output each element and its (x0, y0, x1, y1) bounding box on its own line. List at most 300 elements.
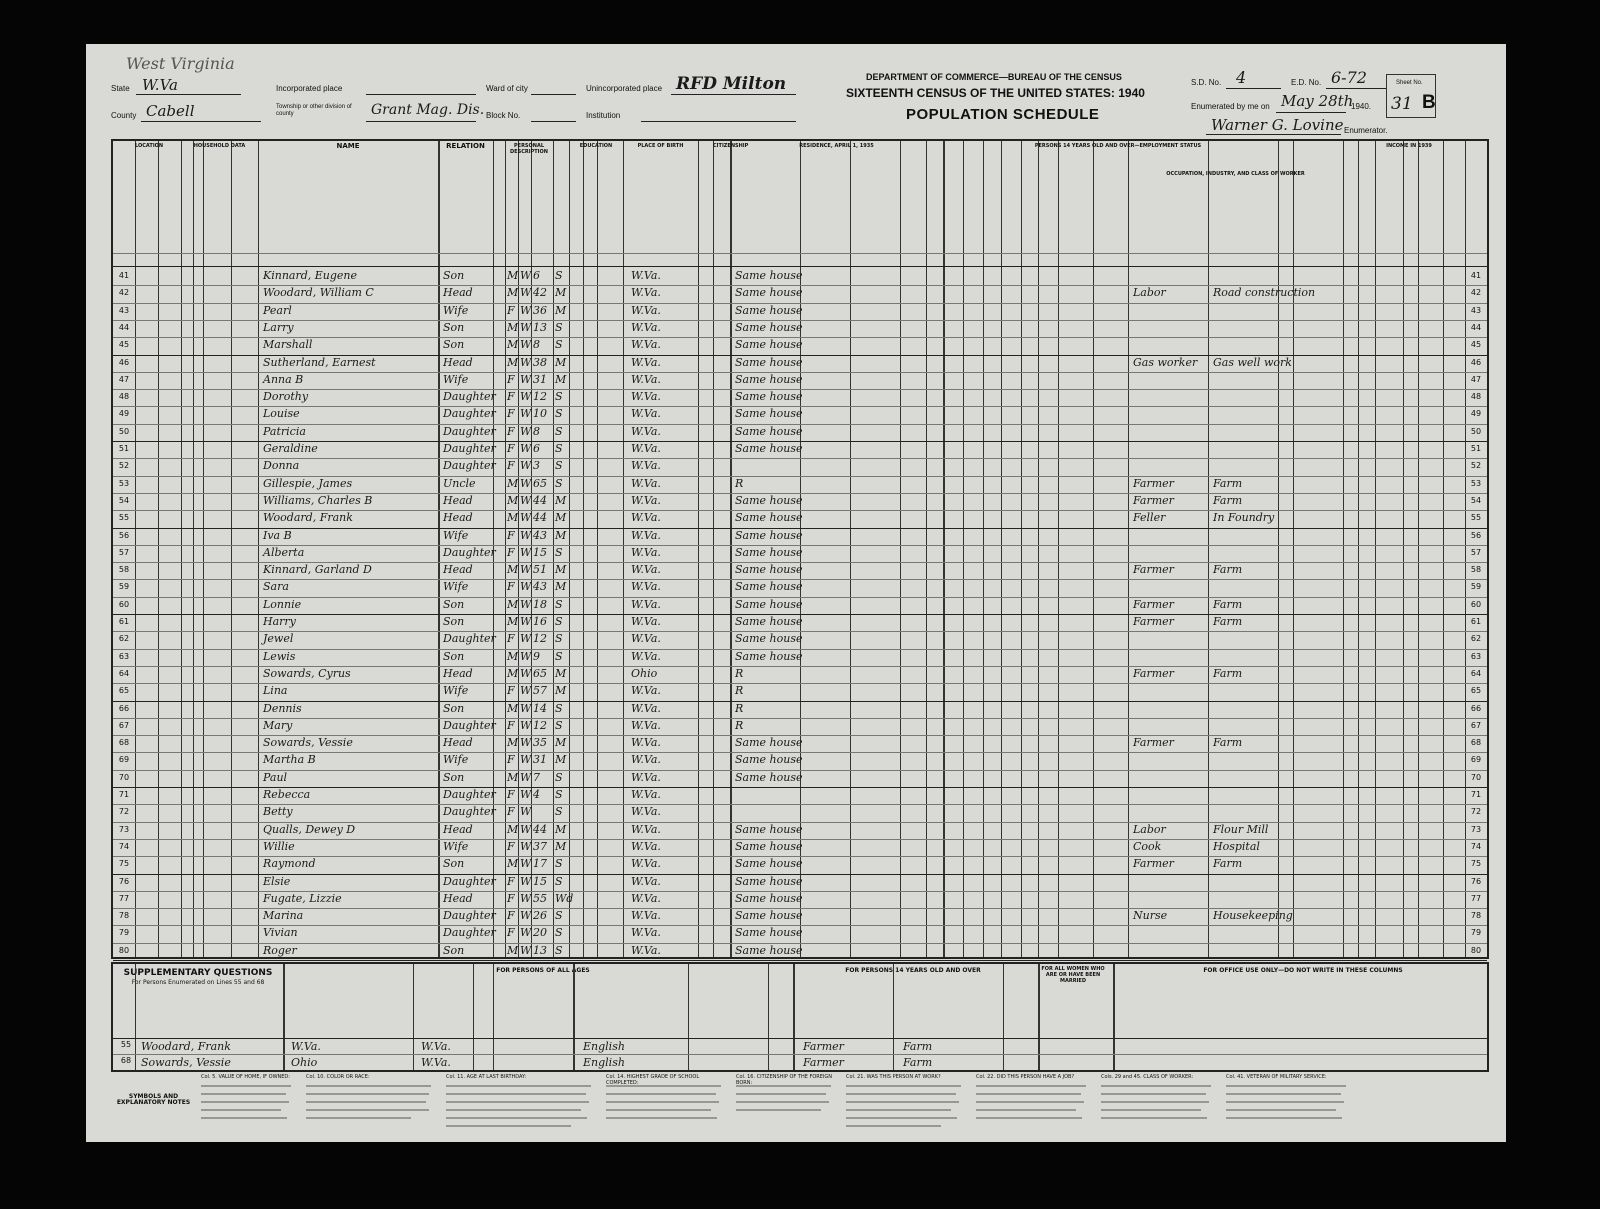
line-number: 70 (1470, 772, 1482, 782)
line-number: 63 (118, 651, 130, 661)
row-res: Same house (735, 424, 803, 438)
row-name: Sowards, Vessie (263, 736, 353, 750)
row-birth: W.Va. (631, 839, 661, 853)
row-res: Same house (735, 320, 803, 334)
row-race: W (520, 459, 532, 473)
row-sex: M (507, 822, 519, 836)
row-ms: M (555, 286, 567, 300)
row-rel: Son (443, 615, 465, 628)
line-number: 65 (1470, 686, 1482, 696)
row-race: W (520, 493, 532, 507)
row-birth: W.Va. (631, 857, 661, 871)
row-rel: Head (443, 666, 473, 680)
enumerator-name: Warner G. Lovine (1211, 116, 1344, 134)
row-ms: S (555, 926, 563, 940)
footer-home: Col. 5. VALUE OF HOME, IF OWNED: (201, 1074, 290, 1080)
line-number: 72 (1470, 807, 1482, 817)
row-rel: Daughter (443, 390, 496, 404)
row-sex: F (507, 545, 515, 559)
line-number: 52 (1470, 461, 1482, 471)
row-age: 51 (533, 563, 547, 577)
row-age: 14 (533, 701, 547, 715)
row-birth: W.Va. (631, 701, 661, 715)
row-sex: M (507, 338, 519, 352)
row-birth: W.Va. (631, 424, 661, 438)
row-res: Same house (735, 753, 803, 767)
row-res: Same house (735, 909, 803, 923)
row-birth: W.Va. (631, 822, 661, 836)
row-res: Same house (735, 857, 803, 871)
line-number: 80 (118, 945, 130, 955)
row-sex: M (507, 770, 519, 784)
sd-value: 4 (1236, 68, 1247, 87)
row-birth: W.Va. (631, 770, 661, 784)
row-ms: S (555, 390, 563, 404)
row-name: Gillespie, James (263, 476, 353, 490)
row-name: Woodard, Frank (263, 511, 353, 525)
row-ind: Farm (1213, 615, 1243, 628)
row-ms: S (555, 545, 563, 559)
row-rel: Wife (443, 528, 469, 542)
row-sex: F (507, 718, 515, 732)
row-ms: S (555, 476, 563, 490)
row-res: Same house (735, 442, 803, 455)
row-rel: Daughter (443, 909, 496, 923)
row-ind: Gas well work (1213, 355, 1292, 369)
row-rel: Daughter (443, 874, 496, 888)
row-sex: F (507, 788, 515, 801)
line-number: 66 (118, 703, 130, 713)
line-number: 49 (118, 409, 130, 419)
row-age: 7 (533, 770, 540, 784)
row-name: Sowards, Cyrus (263, 666, 351, 680)
row-age: 55 (533, 891, 547, 905)
section-location: LOCATION (135, 143, 164, 149)
unincorporated-label: Unincorporated place (586, 84, 663, 93)
row-name: Harry (263, 615, 296, 628)
line-number: 79 (118, 928, 130, 938)
line-number: 73 (1470, 824, 1482, 834)
row-birth: W.Va. (631, 874, 661, 888)
row-res: Same house (735, 390, 803, 404)
row-res: R (735, 701, 744, 715)
row-ms: S (555, 424, 563, 438)
row-race: W (520, 511, 532, 525)
line-number: 76 (118, 876, 130, 886)
row-name: Rebecca (263, 788, 311, 801)
row-sex: F (507, 632, 515, 646)
row-rel: Head (443, 822, 473, 836)
line-number: 71 (1470, 790, 1482, 799)
row-ms: S (555, 597, 563, 611)
supp-ind: Farm (903, 1040, 933, 1053)
row-name: Mary (263, 718, 293, 732)
footer-symbols: SYMBOLS AND EXPLANATORY NOTES (116, 1093, 191, 1106)
row-sex: F (507, 442, 515, 455)
row-occ: Farmer (1133, 666, 1174, 680)
population-grid (111, 139, 1489, 959)
state-value: W.Va (142, 76, 178, 94)
ward-label: Ward of city (486, 84, 528, 93)
row-name: Willie (263, 839, 295, 853)
line-number: 59 (118, 582, 130, 592)
row-rel: Daughter (443, 424, 496, 438)
row-age: 6 (533, 442, 540, 455)
row-sex: M (507, 355, 519, 369)
row-age: 42 (533, 286, 547, 300)
row-sex: F (507, 580, 515, 594)
row-sex: M (507, 597, 519, 611)
footer-job: Col. 22. DID THIS PERSON HAVE A JOB? (976, 1074, 1075, 1080)
row-age: 65 (533, 666, 547, 680)
row-res: Same house (735, 372, 803, 386)
row-res: Same house (735, 338, 803, 352)
row-ms: M (555, 839, 567, 853)
row-name: Dorothy (263, 390, 309, 404)
row-ind: Farm (1213, 476, 1243, 490)
row-race: W (520, 666, 532, 680)
row-race: W (520, 857, 532, 871)
line-number: 77 (118, 893, 130, 903)
sheet-letter: B (1422, 92, 1436, 113)
line-number: 77 (1470, 893, 1482, 903)
row-name: Kinnard, Garland D (263, 563, 372, 577)
row-rel: Head (443, 493, 473, 507)
line-number: 67 (118, 720, 130, 730)
line-number: 66 (1470, 703, 1482, 713)
row-race: W (520, 338, 532, 352)
row-birth: W.Va. (631, 943, 661, 957)
row-birth: W.Va. (631, 372, 661, 386)
row-rel: Daughter (443, 459, 496, 473)
state-label: State (111, 84, 130, 93)
row-ms: S (555, 909, 563, 923)
row-ms: S (555, 338, 563, 352)
row-race: W (520, 701, 532, 715)
row-ind: Housekeeping (1213, 909, 1293, 923)
row-res: Same house (735, 891, 803, 905)
row-birth: W.Va. (631, 736, 661, 750)
row-res: Same house (735, 770, 803, 784)
supp-all-ages: FOR PERSONS OF ALL AGES (496, 967, 590, 974)
line-number: 65 (118, 686, 130, 696)
row-name: Iva B (263, 528, 292, 542)
row-ms: S (555, 407, 563, 421)
footer-school: Col. 14. HIGHEST GRADE OF SCHOOL COMPLETED: (606, 1074, 700, 1086)
county-value: Cabell (146, 102, 195, 120)
supp-language: English (583, 1056, 625, 1069)
row-race: W (520, 355, 532, 369)
line-number: 57 (118, 547, 130, 557)
row-occ: Farmer (1133, 736, 1174, 750)
row-ms: S (555, 770, 563, 784)
line-number: 62 (1470, 634, 1482, 644)
row-rel: Wife (443, 303, 469, 317)
row-ms: S (555, 788, 563, 801)
row-age: 43 (533, 528, 547, 542)
row-age: 16 (533, 615, 547, 628)
row-sex: M (507, 666, 519, 680)
supp-women: FOR ALL WOMEN WHO ARE OR HAVE BEEN MARRIED (1041, 966, 1105, 984)
row-ms: M (555, 511, 567, 525)
row-name: Sutherland, Earnest (263, 355, 376, 369)
row-age: 35 (533, 736, 547, 750)
row-res: Same house (735, 407, 803, 421)
supp-line: 55 (120, 1040, 132, 1049)
line-number: 54 (118, 495, 130, 505)
row-race: W (520, 442, 532, 455)
row-age: 6 (533, 269, 540, 282)
line-number: 62 (118, 634, 130, 644)
line-number: 49 (1470, 409, 1482, 419)
row-name: Lewis (263, 649, 296, 663)
footer-age: Col. 11. AGE AT LAST BIRTHDAY: (446, 1074, 527, 1080)
row-res: R (735, 666, 744, 680)
line-number: 45 (1470, 340, 1482, 350)
section-residence: RESIDENCE, APRIL 1, 1935 (799, 143, 874, 149)
sd-label: S.D. No. (1191, 78, 1222, 87)
footer-fine-print (111, 1074, 1489, 1134)
row-rel: Son (443, 857, 465, 871)
line-number: 43 (118, 305, 130, 315)
line-number: 50 (118, 426, 130, 436)
row-race: W (520, 788, 532, 801)
row-name: Marshall (263, 338, 313, 352)
supp-language: English (583, 1040, 625, 1053)
row-race: W (520, 753, 532, 767)
row-sex: M (507, 649, 519, 663)
row-sex: F (507, 459, 515, 473)
row-rel: Wife (443, 684, 469, 698)
row-race: W (520, 649, 532, 663)
row-rel: Son (443, 701, 465, 715)
line-number: 54 (1470, 495, 1482, 505)
row-rel: Daughter (443, 442, 496, 455)
row-birth: W.Va. (631, 649, 661, 663)
row-name: Martha B (263, 753, 316, 767)
line-number: 68 (1470, 738, 1482, 748)
row-birth: W.Va. (631, 338, 661, 352)
line-number: 79 (1470, 928, 1482, 938)
supp-ind: Farm (903, 1056, 933, 1069)
row-sex: F (507, 839, 515, 853)
footer-citizenship: Col. 16. CITIZENSHIP OF THE FOREIGN BORN: (736, 1074, 832, 1086)
row-rel: Daughter (443, 788, 496, 801)
row-race: W (520, 545, 532, 559)
row-race: W (520, 615, 532, 628)
supp-occ: Farmer (803, 1040, 844, 1053)
footer-veteran: Col. 41. VETERAN OF MILITARY SERVICE: (1226, 1074, 1327, 1080)
row-rel: Uncle (443, 476, 476, 490)
row-ms: M (555, 684, 567, 698)
row-sex: F (507, 926, 515, 940)
row-birth: W.Va. (631, 320, 661, 334)
line-number: 73 (118, 824, 130, 834)
supp-mother: W.Va. (421, 1056, 451, 1069)
row-name: Betty (263, 805, 293, 819)
row-rel: Daughter (443, 407, 496, 421)
row-name: Geraldine (263, 442, 318, 455)
row-name: Patricia (263, 424, 306, 438)
row-birth: W.Va. (631, 545, 661, 559)
row-ms: S (555, 269, 563, 282)
row-race: W (520, 286, 532, 300)
line-number: 51 (118, 444, 130, 453)
row-race: W (520, 390, 532, 404)
row-age: 15 (533, 874, 547, 888)
row-race: W (520, 320, 532, 334)
row-res: Same house (735, 736, 803, 750)
row-ind: Farm (1213, 597, 1243, 611)
row-occ: Labor (1133, 822, 1166, 836)
row-rel: Head (443, 563, 473, 577)
line-number: 56 (118, 530, 130, 540)
row-name: Dennis (263, 701, 302, 715)
row-res: Same house (735, 632, 803, 646)
row-sex: F (507, 303, 515, 317)
supp-mother: W.Va. (421, 1040, 451, 1053)
row-rel: Son (443, 597, 465, 611)
row-ms: S (555, 649, 563, 663)
row-age: 12 (533, 718, 547, 732)
line-number: 72 (118, 807, 130, 817)
row-sex: M (507, 943, 519, 957)
supp-subtitle: For Persons Enumerated on Lines 55 and 68 (131, 979, 265, 986)
row-age: 18 (533, 597, 547, 611)
enumerated-year: 1940. (1351, 102, 1372, 111)
row-res: Same house (735, 303, 803, 317)
section-relation: RELATION (446, 142, 485, 150)
row-age: 44 (533, 822, 547, 836)
row-ms: S (555, 874, 563, 888)
row-res: Same house (735, 822, 803, 836)
row-res: Same house (735, 286, 803, 300)
row-occ: Farmer (1133, 493, 1174, 507)
row-birth: W.Va. (631, 753, 661, 767)
row-rel: Son (443, 770, 465, 784)
row-race: W (520, 580, 532, 594)
row-ms: Wd (555, 891, 574, 905)
supp-title: SUPPLEMENTARY QUESTIONS (123, 968, 273, 978)
line-number: 78 (118, 911, 130, 921)
row-ms: S (555, 943, 563, 957)
row-age: 31 (533, 372, 547, 386)
row-name: Woodard, William C (263, 286, 374, 300)
row-rel: Son (443, 649, 465, 663)
row-race: W (520, 632, 532, 646)
row-age: 26 (533, 909, 547, 923)
institution-label: Institution (586, 111, 621, 120)
section-citizenship: CITIZENSHIP (713, 143, 749, 149)
row-ind: Hospital (1213, 839, 1260, 853)
row-ms: S (555, 459, 563, 473)
row-birth: W.Va. (631, 563, 661, 577)
row-rel: Son (443, 269, 465, 282)
line-number: 63 (1470, 651, 1482, 661)
row-age: 43 (533, 580, 547, 594)
section-occupation: OCCUPATION, INDUSTRY, AND CLASS OF WORKER (1166, 171, 1305, 177)
supp-father: Ohio (291, 1056, 318, 1069)
row-rel: Daughter (443, 926, 496, 940)
row-res: Same house (735, 511, 803, 525)
row-name: Larry (263, 320, 294, 334)
line-number: 74 (1470, 841, 1482, 851)
line-number: 48 (118, 392, 130, 402)
row-res: Same house (735, 615, 803, 628)
row-sex: M (507, 857, 519, 871)
line-number: 60 (1470, 599, 1482, 609)
line-number: 69 (118, 755, 130, 765)
enumerated-label: Enumerated by me on (1191, 102, 1270, 111)
line-number: 50 (1470, 426, 1482, 436)
line-number: 75 (118, 859, 130, 869)
line-number: 51 (1470, 444, 1482, 453)
row-age: 13 (533, 943, 547, 957)
line-number: 60 (118, 599, 130, 609)
row-race: W (520, 563, 532, 577)
row-birth: W.Va. (631, 788, 661, 801)
line-number: 76 (1470, 876, 1482, 886)
row-race: W (520, 874, 532, 888)
section-name: NAME (336, 142, 360, 150)
row-res: R (735, 718, 744, 732)
row-sex: F (507, 753, 515, 767)
section-employment: PERSONS 14 YEARS OLD AND OVER—EMPLOYMENT STATUS (1034, 143, 1202, 149)
row-race: W (520, 770, 532, 784)
row-rel: Daughter (443, 632, 496, 646)
row-ms: M (555, 736, 567, 750)
row-sex: M (507, 701, 519, 715)
row-birth: W.Va. (631, 684, 661, 698)
row-race: W (520, 909, 532, 923)
row-race: W (520, 269, 532, 282)
row-ms: S (555, 320, 563, 334)
row-rel: Daughter (443, 805, 496, 819)
row-sex: M (507, 320, 519, 334)
supp-office: FOR OFFICE USE ONLY—DO NOT WRITE IN THESE COLUMNS (1203, 967, 1403, 974)
row-age: 36 (533, 303, 547, 317)
row-rel: Son (443, 943, 465, 957)
supp-over14: FOR PERSONS 14 YEARS OLD AND OVER (845, 967, 981, 974)
row-birth: W.Va. (631, 632, 661, 646)
row-res: R (735, 476, 744, 490)
row-res: Same house (735, 563, 803, 577)
line-number: 57 (1470, 547, 1482, 557)
schedule-title: POPULATION SCHEDULE (906, 106, 1100, 123)
row-name: Paul (263, 770, 288, 784)
row-age: 8 (533, 424, 540, 438)
census-title: SIXTEENTH CENSUS OF THE UNITED STATES: 1940 (846, 86, 1145, 100)
row-name: Lina (263, 684, 288, 698)
row-name: Fugate, Lizzie (263, 891, 342, 905)
row-sex: F (507, 528, 515, 542)
line-number: 44 (1470, 322, 1482, 332)
row-birth: W.Va. (631, 476, 661, 490)
department: DEPARTMENT OF COMMERCE—BUREAU OF THE CENSUS (866, 72, 1122, 82)
row-age: 57 (533, 684, 547, 698)
line-number: 46 (118, 357, 130, 367)
row-sex: M (507, 615, 519, 628)
row-res: Same house (735, 528, 803, 542)
row-res: R (735, 684, 744, 698)
line-number: 45 (118, 340, 130, 350)
line-number: 42 (1470, 288, 1482, 298)
row-race: W (520, 839, 532, 853)
section-birth: PLACE OF BIRTH (637, 143, 684, 149)
row-birth: W.Va. (631, 511, 661, 525)
row-ms: M (555, 303, 567, 317)
line-number: 47 (1470, 374, 1482, 384)
